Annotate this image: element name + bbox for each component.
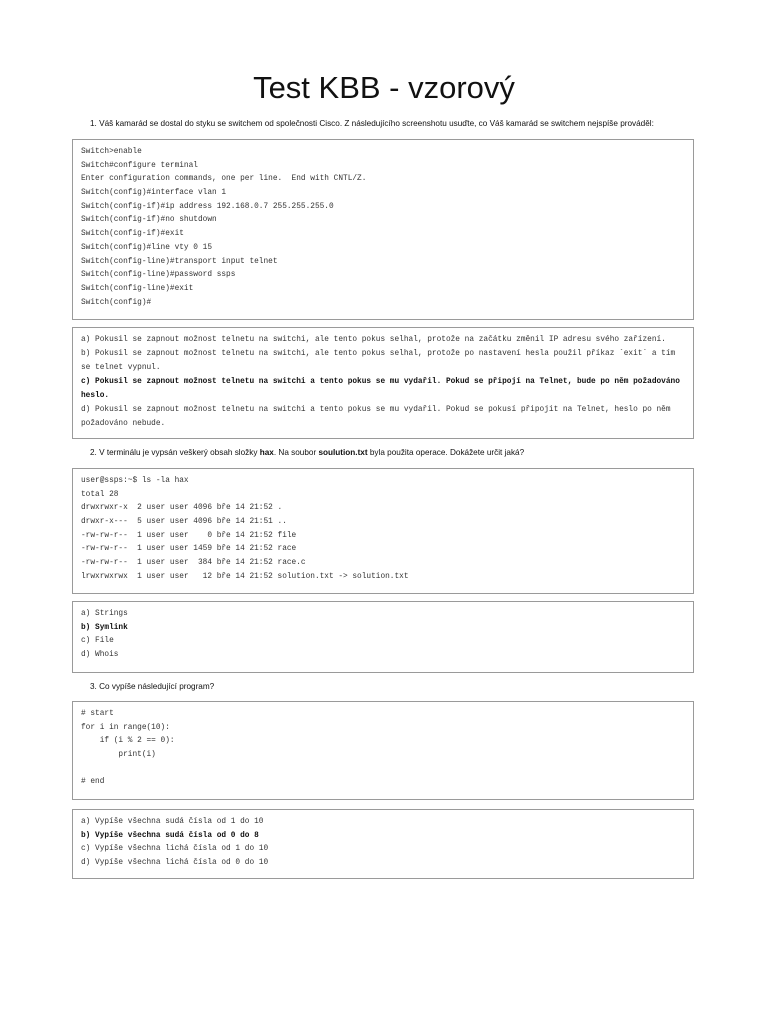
question-2-code-box <box>72 468 694 594</box>
answer-option-c: c) Vypíše všechna lichá čísla od 1 do 10 <box>81 845 269 854</box>
question-1-text: 1. Váš kamarád se dostal do styku se switchem od společnosti Cisco. Z následujícího screenshotu usuďte, co Váš kamarád se switchem nejspíše prováděl: <box>90 119 654 128</box>
code-line: drwxr-x--- 5 user user 4096 bře 14 21:51 .. <box>81 518 287 527</box>
question-2-middle: . Na soubor <box>273 448 319 457</box>
answer-option-a: a) Pokusil se zapnout možnost telnetu na switchi, ale tento pokus selhal, protože na začátku změnil IP adresu svého zařízení. <box>81 336 666 344</box>
answer-option-d: d) Whois <box>81 651 119 660</box>
code-line: user@ssps:~$ ls -la hax <box>81 477 189 485</box>
answer-option-a: a) Strings <box>81 610 128 618</box>
code-line: Switch(config)# <box>81 298 152 307</box>
code-line: Switch(config-if)#exit <box>81 230 184 239</box>
code-line: Switch>enable <box>81 148 142 156</box>
answer-option-b-correct: b) Symlink <box>81 623 128 632</box>
answer-option-b: b) Pokusil se zapnout možnost telnetu na switchi, ale tento pokus selhal, protože po nastavení hesla použil příkaz `exit` a tím se telnet vypnul. <box>81 350 676 372</box>
answer-option-b-correct: b) Vypíše všechna sudá čísla od 0 do 8 <box>81 831 259 840</box>
code-line: Switch(config-if)#no shutdown <box>81 216 217 225</box>
code-line: drwxrwxr-x 2 user user 4096 bře 14 21:52 . <box>81 504 283 513</box>
question-2-suffix: byla použita operace. Dokážete určit jaká? <box>367 448 525 457</box>
question-1-code-box <box>72 139 694 320</box>
code-line: Switch(config)#line vty 0 15 <box>81 243 213 252</box>
question-3-text: 3. Co vypíše následující program? <box>90 682 215 691</box>
code-line: print(i) <box>81 751 156 760</box>
answer-option-c-correct: c) Pokusil se zapnout možnost telnetu na switchi a tento pokus se mu vydařil. Pokud se připojí na Telnet, bude po něm požadováno heslo. <box>81 378 680 400</box>
code-line: Switch#configure terminal <box>81 161 198 170</box>
code-line: # start <box>81 710 114 718</box>
code-line: for i in range(10): <box>81 723 170 732</box>
answer-option-d: d) Pokusil se zapnout možnost telnetu na switchi a tento pokus se mu vydařil. Pokud se pokusí připojit na Telnet, heslo po něm požadováno nebude. <box>81 406 671 428</box>
question-2-answers-box <box>72 601 694 673</box>
question-3-code-box <box>72 701 694 800</box>
page-title: Test KBB - vzorový <box>253 70 515 105</box>
code-line <box>81 763 685 777</box>
question-2-text <box>90 448 524 457</box>
question-2-prefix: 2. V terminálu je vypsán veškerý obsah složky <box>90 448 260 457</box>
answer-option-c: c) File <box>81 637 114 646</box>
code-line: lrwxrwxrwx 1 user user 12 bře 14 21:52 solution.txt -> solution.txt <box>81 572 409 581</box>
code-line: Enter configuration commands, one per line. End with CNTL/Z. <box>81 175 367 184</box>
code-line: Switch(config)#interface vlan 1 <box>81 189 227 198</box>
answer-option-d: d) Vypíše všechna lichá čísla od 0 do 10 <box>81 859 269 868</box>
code-line: Switch(config-if)#ip address 192.168.0.7 255.255.255.0 <box>81 202 334 211</box>
code-line: Switch(config-line)#transport input telnet <box>81 257 278 266</box>
code-line: # end <box>81 778 105 787</box>
code-line: Switch(config-line)#exit <box>81 284 194 293</box>
code-line: -rw-rw-r-- 1 user user 1459 bře 14 21:52 race <box>81 545 297 554</box>
code-line: -rw-rw-r-- 1 user user 384 bře 14 21:52 race.c <box>81 559 306 568</box>
code-line: total 28 <box>81 490 119 499</box>
code-line: Switch(config-line)#password ssps <box>81 271 236 280</box>
question-2-folder: hax <box>259 448 274 457</box>
answer-option-a: a) Vypíše všechna sudá čísla od 1 do 10 <box>81 818 264 826</box>
question-3-answers-box <box>72 809 694 879</box>
code-line: -rw-rw-r-- 1 user user 0 bře 14 21:52 file <box>81 531 297 540</box>
question-2-file: soulution.txt <box>318 448 368 457</box>
question-1-answers-box <box>72 327 694 439</box>
code-line: if (i % 2 == 0): <box>81 737 175 746</box>
